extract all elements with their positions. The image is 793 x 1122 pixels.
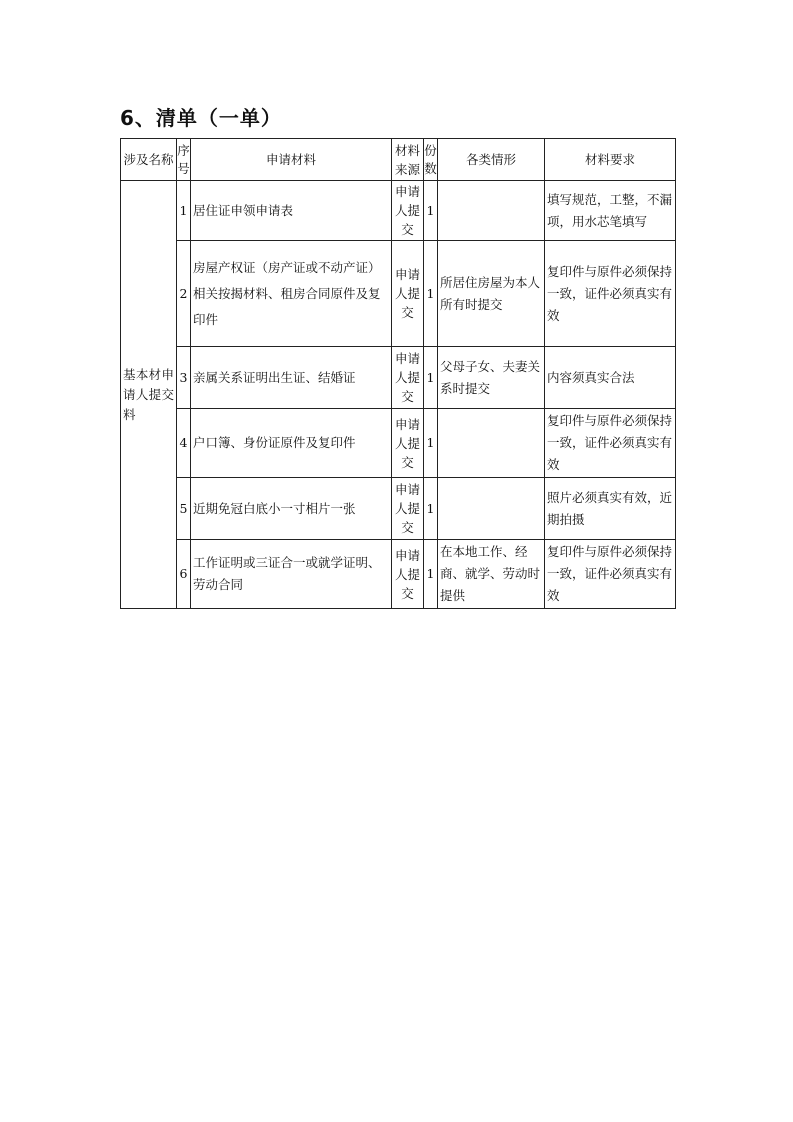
copies-cell: 1 [424,540,438,609]
copies-cell: 1 [424,478,438,540]
copies-cell: 1 [424,181,438,241]
source-cell: 申请人提交 [392,478,424,540]
table-row [121,478,676,540]
situation-cell: 所居住房屋为本人所有时提交 [438,241,545,347]
seq-cell: 2 [177,241,191,347]
requirement-cell: 复印件与原件必须保持一致，证件必须真实有效 [545,241,676,347]
header-category: 涉及名称 [121,139,177,181]
situation-cell: 在本地工作、经商、就学、劳动时提供 [438,540,545,609]
table-row [121,347,676,409]
header-copies: 份数 [424,139,438,181]
requirement-cell: 照片必须真实有效，近期拍摄 [545,478,676,540]
header-seq: 序号 [177,139,191,181]
situation-cell [438,478,545,540]
material-cell: 工作证明或三证合一或就学证明、劳动合同 [191,540,392,609]
table-row [121,181,676,241]
source-cell: 申请人提交 [392,181,424,241]
material-cell: 亲属关系证明出生证、结婚证 [191,347,392,409]
requirement-cell: 填写规范，工整，不漏项，用水芯笔填写 [545,181,676,241]
seq-cell: 4 [177,409,191,478]
situation-cell [438,409,545,478]
source-cell: 申请人提交 [392,409,424,478]
header-row [121,139,676,181]
source-cell: 申请人提交 [392,540,424,609]
copies-cell: 1 [424,409,438,478]
seq-cell: 6 [177,540,191,609]
table-row [121,409,676,478]
requirement-cell: 内容须真实合法 [545,347,676,409]
copies-cell: 1 [424,241,438,347]
seq-cell: 5 [177,478,191,540]
header-material: 申请材料 [191,139,392,181]
requirement-cell: 复印件与原件必须保持一致，证件必须真实有效 [545,409,676,478]
header-requirement: 材料要求 [545,139,676,181]
source-cell: 申请人提交 [392,241,424,347]
seq-cell: 1 [177,181,191,241]
material-cell: 户口簿、身份证原件及复印件 [191,409,392,478]
table-row [121,241,676,347]
header-source: 材料来源 [392,139,424,181]
material-cell: 居住证申领申请表 [191,181,392,241]
copies-cell: 1 [424,347,438,409]
requirement-cell: 复印件与原件必须保持一致，证件必须真实有效 [545,540,676,609]
seq-cell: 3 [177,347,191,409]
category-cell: 基本材申请人提交料 [121,181,177,609]
header-situation: 各类情形 [438,139,545,181]
situation-cell [438,181,545,241]
table-row [121,540,676,609]
material-cell: 房屋产权证（房产证或不动产证）相关按揭材料、租房合同原件及复印件 [191,241,392,347]
page-title: 6、清单（一单） [120,106,282,130]
situation-cell: 父母子女、夫妻关系时提交 [438,347,545,409]
materials-table [120,138,676,609]
material-cell: 近期免冠白底小一寸相片一张 [191,478,392,540]
source-cell: 申请人提交 [392,347,424,409]
